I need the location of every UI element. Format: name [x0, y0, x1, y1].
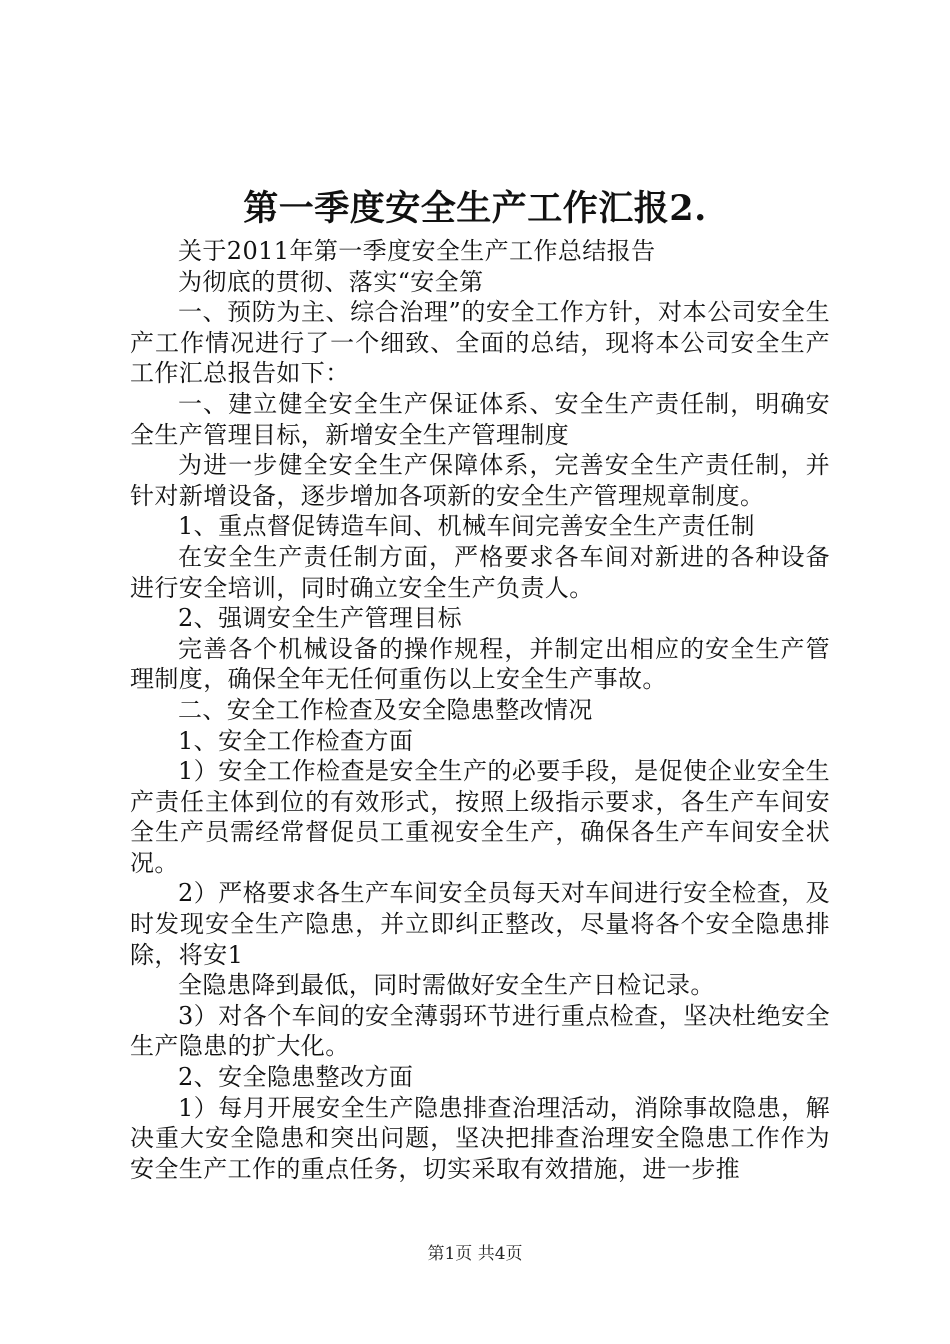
paragraph: 完善各个机械设备的操作规程，并制定出相应的安全生产管理制度，确保全年无任何重伤以上安全生产事故。 [130, 634, 830, 694]
paragraph: 1、重点督促铸造车间、机械车间完善安全生产责任制 [178, 512, 755, 541]
document-title: 第一季度安全生产工作汇报2. [243, 188, 707, 229]
paragraph: 1）每月开展安全生产隐患排查治理活动，消除事故隐患，解决重大安全隐患和突出问题，坚决把排查治理安全隐患工作作为安全生产工作的重点任务，切实采取有效措施，进一步推 [130, 1093, 830, 1183]
paragraph: 2、安全隐患整改方面 [178, 1063, 414, 1092]
paragraph: 二、安全工作检查及安全隐患整改情况 [178, 695, 593, 724]
paragraph: 一、建立健全安全生产保证体系、安全生产责任制，明确安全生产管理目标，新增安全生产管理制度 [130, 389, 830, 449]
document-body [130, 236, 830, 1184]
paragraph: 1、安全工作检查方面 [178, 726, 414, 755]
paragraph: 在安全生产责任制方面，严格要求各车间对新进的各种设备进行安全培训，同时确立安全生产负责人。 [130, 542, 830, 602]
paragraph: 2、强调安全生产管理目标 [178, 604, 463, 633]
paragraph: 全隐患降到最低，同时需做好安全生产日检记录。 [178, 971, 715, 1000]
paragraph: 3）对各个车间的安全薄弱环节进行重点检查，坚决杜绝安全生产隐患的扩大化。 [130, 1001, 830, 1061]
page-number-footer: 第1页 共4页 [427, 1244, 523, 1264]
paragraph: 1）安全工作检查是安全生产的必要手段，是促使企业安全生产责任主体到位的有效形式，按照上级指示要求，各生产车间安全生产员需经常督促员工重视安全生产，确保各生产车间安全状况。 [130, 757, 830, 877]
paragraph: 一、预防为主、综合治理”的安全工作方针，对本公司安全生产工作情况进行了一个细致、全面的总结，现将本公司安全生产工作汇总报告如下： [130, 298, 830, 388]
paragraph: 关于2011年第一季度安全生产工作总结报告 [178, 237, 656, 265]
paragraph: 为彻底的贯彻、落实“安全第 [178, 267, 484, 296]
paragraph: 为进一步健全安全生产保障体系，完善安全生产责任制，并针对新增设备，逐步增加各项新的安全生产管理规章制度。 [130, 451, 830, 510]
paragraph: 2）严格要求各生产车间安全员每天对车间进行安全检查，及时发现安全生产隐患，并立即纠正整改，尽量将各个安全隐患排除，将安1 [130, 879, 830, 969]
